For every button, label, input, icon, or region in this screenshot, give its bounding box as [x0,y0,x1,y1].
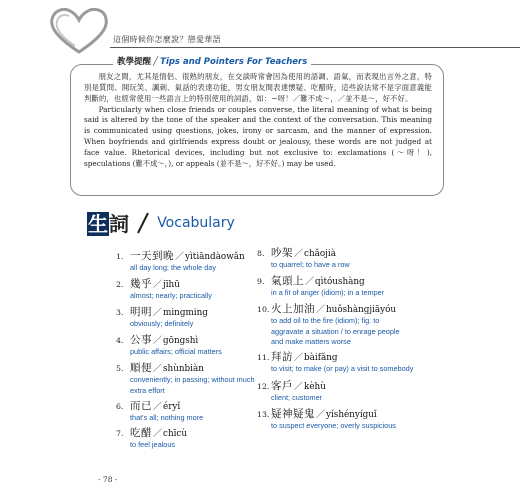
vocab-slash: ／ [294,353,304,363]
vocab-item [116,244,245,274]
slash-icon [136,212,150,234]
vocab-num: 9. [257,277,265,286]
vocab-item [116,356,255,396]
vocab-num: 1. [116,252,124,261]
vocab-slash: ／ [175,252,185,262]
vocabulary-heading-zh-highlight: 生 [88,212,108,236]
vocab-pinyin: shùnbiàn [163,364,204,374]
vocab-pinyin: gōngshì [163,336,199,346]
tips-paragraph-zh: 朋友之間，尤其是情侶、很熟的朋友，在交談時常會因為使用的語調、語氣，而表現出言外之意，特別是質問、開玩笑、諷刺、氣話的表達功能，男女朋友間表達懷疑、吃醋時，這些說法常不是字面意義能判斷的，也經常使用一些語言上的特別使用的詞語，如：~呀！／難不成～，／並不是～，好不好。 [84,72,432,104]
vocab-num: 6. [116,402,124,411]
vocab-num: 10. [257,305,270,314]
vocab-slash: ／ [316,305,326,315]
vocabulary-heading-zh-rest: 詞 [109,212,129,236]
vocab-slash: ／ [153,308,163,318]
vocab-slash: ／ [294,249,304,259]
vocab-pinyin: chǎojià [304,249,336,259]
vocab-def-line: conveniently; in passing; without much [130,375,255,384]
vocab-pinyin: qìtóushàng [315,277,365,287]
vocab-pinyin: bàifǎng [304,353,338,363]
vocab-definition [130,440,187,451]
vocab-item [257,374,326,404]
vocab-pinyin: mingming [163,308,208,318]
vocab-slash: ／ [153,280,163,290]
vocab-num: 8. [257,249,265,258]
vocabulary-heading [87,208,235,234]
vocab-slash: ／ [153,364,163,374]
vocab-def-line: and make matters worse [271,337,351,346]
vocab-item [116,394,203,424]
vocab-def-line: all day long; the whole day [130,263,216,272]
tips-title-en: Tips and Pointers For Teachers [160,57,308,67]
page-number: - 78 - [98,475,118,484]
vocab-item [257,402,396,432]
vocab-slash: ／ [153,429,163,439]
vocab-slash: ／ [305,277,315,287]
vocab-pinyin: yíshényíguǐ [326,410,377,420]
vocab-slash: ／ [294,382,304,392]
teachers-tips-title [113,55,311,67]
vocab-num: 3. [116,308,124,317]
vocab-num: 7. [116,429,124,438]
teachers-tips-content [84,71,432,169]
vocab-item [257,345,413,375]
vocab-def-line: aggravate a situation / to enrage people [271,326,400,336]
vocab-definition [130,375,255,396]
tips-paragraph-en: Particularly when close friends or couples converse, the literal meaning of what is being said is altered by the tone of the speaker and the context of the conversation. This meaning is communicated using questions, jokes, irony or sarcasm, and the manner of expression. When boyfriends and girlfriends express doubt or jealousy, these words are not judged at face value. Rhetorical devices, including but not exclusive to: exclamations (～呀！), speculations (難不成～，), or appeals (並不是～，好不好。) may be used. [84,104,432,168]
vocab-item [257,269,384,299]
vocabulary-heading-zh [87,208,129,237]
vocab-def-line: obviously; definitely [130,319,194,328]
vocabulary-heading-en: Vocabulary [157,214,235,231]
vocab-def-line: public affairs; official matters [130,347,222,356]
vocab-pinyin: jīhū [163,280,180,290]
vocab-item [116,328,222,358]
vocab-item [257,297,400,348]
vocab-pinyin: chīcù [163,429,188,439]
header-title: 這個時候你怎麼說？戀愛華語 [113,35,221,44]
vocab-word: 而已 [130,400,152,412]
vocab-def-line: in a fit of anger (idiom); in a temper [271,288,385,297]
tips-title-slash: ╱ [153,57,159,67]
vocab-def-line: to quarrel; to have a row [271,260,350,269]
vocab-item [257,241,350,271]
heart-outline-icon [48,6,110,56]
vocab-word: 一天到晚 [130,250,174,262]
vocab-def-line: almost; nearly; practically [130,291,212,300]
vocab-num: 2. [116,280,124,289]
vocab-num: 12. [257,382,270,391]
header-rule [110,47,520,48]
vocab-def-line: client; customer [271,393,323,402]
vocab-word: 順便 [130,362,152,374]
vocab-definition [271,364,413,375]
vocab-def-line: to visit; to make (or pay) a visit to somebody [271,364,414,373]
vocab-item [116,421,187,451]
vocab-word: 疑神疑鬼 [271,408,315,420]
vocab-word: 公事 [130,334,152,346]
vocab-def-line: that's all; nothing more [130,413,204,422]
vocab-word: 明明 [130,306,152,318]
vocab-def-line: extra effort [130,385,165,395]
vocab-def-line: to suspect everyone; overly suspicious [271,421,396,430]
vocab-pinyin: kèhù [304,382,326,392]
vocab-word: 氣頭上 [271,275,304,287]
vocab-pinyin: yìtiāndàowǎn [185,252,245,262]
vocab-word: 吃醋 [130,427,152,439]
vocab-num: 13. [257,410,270,419]
vocab-word: 拜訪 [271,351,293,363]
vocab-word: 客戶 [271,380,293,392]
vocab-def-line: to feel jealous [130,440,176,449]
tips-title-zh: 教學提醒 [117,57,152,67]
vocab-num: 11. [257,353,270,362]
vocab-pinyin: éryǐ [163,402,181,412]
vocab-slash: ／ [153,402,163,412]
vocab-definition [271,421,396,432]
vocab-word: 吵架 [271,247,293,259]
vocab-definition [271,316,400,348]
vocab-word: 火上加油 [271,303,315,315]
vocab-slash: ／ [153,336,163,346]
vocab-item [116,272,212,302]
vocab-word: 幾乎 [130,278,152,290]
vocab-def-line: to add oil to the fire (idiom); fig. to [271,316,380,325]
vocab-num: 5. [116,364,124,373]
vocab-slash: ／ [316,410,326,420]
vocab-pinyin: huǒshàngjiāyóu [326,305,397,315]
vocab-item [116,300,208,330]
vocab-num: 4. [116,336,124,345]
